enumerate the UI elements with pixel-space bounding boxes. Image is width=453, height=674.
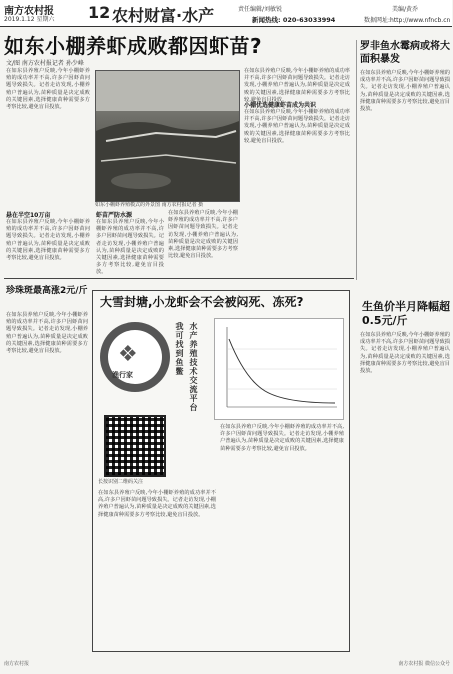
art-editor: 美编/黄乔	[392, 6, 419, 13]
lead-subhead-3: 小棚优选健康虾苗成为共识	[244, 102, 317, 109]
slogan-vertical-2: 水产养殖技术交流平台	[189, 322, 198, 412]
price-headline: 生鱼价半月降幅超0.5元/斤	[362, 300, 450, 327]
temperature-chart	[214, 318, 344, 420]
issue-date: 2019.1.12 星期六	[4, 16, 55, 23]
footer-left: 南方农村报	[4, 661, 30, 667]
lead-column-2: 在如东县养殖户反映,今年小棚虾养殖的成功率并不高,许多户因虾苗问题导致损失。记者走访发现,小棚养殖户普遍认为,苗种质量是决定成败的关键因素,选择健康苗种需要多方考察比较,避免盲目投放。	[96, 219, 164, 276]
lead-column-1: 在如东县养殖户反映,今年小棚虾养殖的成功率并不高,许多户因虾苗问题导致损失。记者走访发现,小棚养殖户普遍认为,苗种质量是决定成败的关键因素,选择健康苗种需要多方考察比较,避免盲目投放。	[6, 68, 90, 111]
feature-column-2: 在如东县养殖户反映,今年小棚虾养殖的成功率并不高,许多户因虾苗问题导致损失。记者走访发现,小棚养殖户普遍认为,苗种质量是决定成败的关键因素,选择健康苗种需要多方考察比较,避免盲目投放。	[220, 424, 344, 452]
news-hotline: 新闻热线: 020-63033994	[252, 16, 336, 24]
lead-subhead-2: 虾苗严防水源	[96, 212, 133, 219]
footer	[4, 660, 450, 667]
website: 数据网址:http://www.nfncb.cn	[364, 17, 451, 24]
chart-svg	[215, 319, 343, 419]
shrimp-shed-photo	[95, 70, 240, 202]
lead-headline: 如东小棚养虾成败都因虾苗?	[4, 34, 263, 58]
slogan-vertical-1: 我可找到鱼鳖	[175, 322, 184, 376]
footer-right: 南方农村报 微信公众号	[398, 661, 450, 667]
page-number: 12	[88, 3, 111, 22]
feature-headline: 大雪封塘,小龙虾会不会被闷死、冻死?	[100, 295, 304, 309]
lead-column-1b: 在如东县养殖户反映,今年小棚虾养殖的成功率并不高,许多户因虾苗问题导致损失。记者走访发现,小棚养殖户普遍认为,苗种质量是决定成败的关键因素,选择健康苗种需要多方考察比较,避免盲目投放。	[6, 219, 90, 262]
sidebar-text: 在如东县养殖户反映,今年小棚虾养殖的成功率并不高,许多户因虾苗问题导致损失。记者走访发现,小棚养殖户普遍认为,苗种质量是决定成败的关键因素,选择健康苗种需要多方考察比较,避免盲目投放。	[360, 70, 450, 113]
lead-column-3: 在如东县养殖户反映,今年小棚虾养殖的成功率并不高,许多户因虾苗问题导致损失。记者走访发现,小棚养殖户普遍认为,苗种质量是决定成败的关键因素,选择健康苗种需要多方考察比较,避免盲目投放。	[168, 210, 238, 260]
price-text: 在如东县养殖户反映,今年小棚虾养殖的成功率并不高,许多户因虾苗问题导致损失。记者走访发现,小棚养殖户普遍认为,苗种质量是决定成败的关键因素,选择健康苗种需要多方考察比较,避免盲目投放。	[360, 332, 450, 375]
lead-column-4: 在如东县养殖户反映,今年小棚虾养殖的成功率并不高,许多户因虾苗问题导致损失。记者走访发现,小棚养殖户普遍认为,苗种质量是决定成败的关键因素,选择健康苗种需要多方考察比较,避免盲目投放。	[244, 68, 350, 103]
shrimp-price-headline: 珍珠斑最高涨2元/斤	[6, 286, 88, 296]
section-divider	[4, 278, 354, 279]
sidebar-headline: 罗非鱼水霉病或将大面积暴发	[360, 41, 450, 65]
logo-text: 渔行家	[112, 371, 133, 379]
lead-byline: 文/图 南方农村报记者 孙少峰	[6, 60, 84, 67]
lead-subhead-1: 悬在半空10万亩	[6, 212, 51, 219]
shrimp-price-text: 在如东县养殖户反映,今年小棚虾养殖的成功率并不高,许多户因虾苗问题导致损失。记者走访发现,小棚养殖户普遍认为,苗种质量是决定成败的关键因素,选择健康苗种需要多方考察比较,避免盲目投放。	[6, 312, 88, 355]
qr-code[interactable]	[104, 415, 166, 477]
qr-caption: 长按识别二维码关注	[98, 479, 144, 485]
editor-credit: 责任编辑/刘敏锐	[238, 6, 283, 13]
section-title: 农村财富·水产	[112, 6, 215, 25]
lead-column-5: 在如东县养殖户反映,今年小棚虾养殖的成功率并不高,许多户因虾苗问题导致损失。记者走访发现,小棚养殖户普遍认为,苗种质量是决定成败的关键因素,选择健康苗种需要多方考察比较,避免盲目投放。	[244, 109, 350, 144]
newspaper-logo: 南方农村报	[4, 6, 54, 17]
photo-caption: 如东小棚虾养殖模式的外景图 南方农村报记者 摄	[95, 202, 204, 208]
fish-icon: ❖	[118, 342, 138, 367]
feature-column-1: 在如东县养殖户反映,今年小棚虾养殖的成功率并不高,许多户因虾苗问题导致损失。记者走访发现,小棚养殖户普遍认为,苗种质量是决定成败的关键因素,选择健康苗种需要多方考察比较,避免盲目投放。	[98, 490, 216, 518]
photo-illustration	[96, 71, 239, 201]
